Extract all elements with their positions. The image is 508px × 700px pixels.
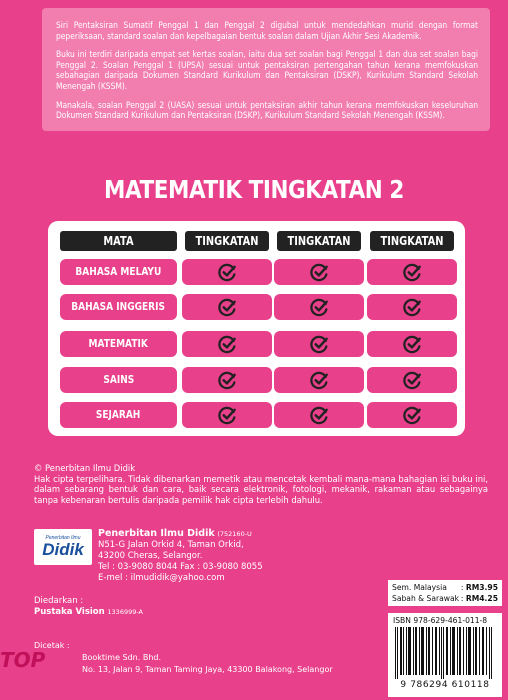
- barcode: [393, 627, 497, 679]
- check-circle-icon: [310, 371, 329, 390]
- subject-matematik: MATEMATIK: [60, 331, 177, 357]
- watermark-logo: TOP: [0, 648, 46, 672]
- subject-sains: SAINS: [60, 367, 177, 393]
- check-circle-icon: [403, 371, 422, 390]
- publisher-addr-line-2: 43200 Cheras, Selangor.: [98, 551, 203, 561]
- copyright-line: © Penerbitan Ilmu Didik: [34, 463, 136, 473]
- barcode-number: 9 786294 610118: [400, 680, 490, 690]
- publisher-name: Penerbitan Ilmu Didik: [98, 528, 215, 539]
- check-cell: [367, 367, 457, 393]
- check-circle-icon: [310, 298, 329, 317]
- subject-bahasa-inggeris: BAHASA INGGERIS: [60, 294, 177, 320]
- check-circle-icon: [310, 335, 329, 354]
- publisher-address: [98, 528, 263, 584]
- header-mata-pelajaran: MATA: [60, 231, 177, 251]
- printer-address: No. 13, Jalan 9, Taman Taming Jaya, 43300 Balakong, Selangor: [82, 665, 333, 674]
- check-cell: [182, 259, 272, 285]
- isbn-text: ISBN 978-629-461-011-8: [393, 616, 488, 625]
- check-circle-icon: [403, 298, 422, 317]
- check-circle-icon: [218, 371, 237, 390]
- check-circle-icon: [403, 406, 422, 425]
- distributor-reg: 1336999-A: [107, 608, 144, 616]
- intro-paragraph-2: Buku ini terdiri daripada empat set kertas soalan, iaitu dua set soalan bagi Penggal 1 dan dua set soalan bagi Penggal 2. Soalan Penggal 1 (UPSA) sesuai untuk pentaksiran pertengahan tahun kerana memfokuskan sebahagian daripada Dokumen Standard Kurikulum dan Pentaksiran (DSKP), Kurikulum Standard Sekolah Menengah (KSSM).: [56, 49, 478, 91]
- check-circle-icon: [403, 263, 422, 282]
- price-label-2: Sabah & Sarawak: [392, 594, 460, 603]
- copyright-body: Hak cipta terpelihara. Tidak dibenarkan memetik atau mencetak kembali mana-mana bahagian isi buku ini, dalam sebarang bentuk dan cara, baik secara elektronik, fotologi, mekanik, rakaman atau sebagainya tanpa kebenaran bertulis daripada pemilik hak cipta terlebih dahulu.: [34, 473, 488, 505]
- isbn-box: [388, 613, 502, 697]
- check-cell: [182, 367, 272, 393]
- page-title: MATEMATIK TINGKATAN 2: [104, 175, 404, 204]
- check-cell: [182, 402, 272, 428]
- publisher-reg: (752160-U: [217, 530, 252, 538]
- price-box: [388, 580, 502, 606]
- distributor-label: Diedarkan :: [34, 596, 84, 606]
- check-cell: [274, 402, 364, 428]
- check-circle-icon: [218, 406, 237, 425]
- check-circle-icon: [403, 335, 422, 354]
- publisher-email: E-mel : ilmudidik@yahoo.com: [98, 573, 225, 583]
- check-cell: [367, 402, 457, 428]
- publisher-addr-line-1: N51-G Jalan Orkid 4, Taman Orkid,: [98, 540, 244, 550]
- check-circle-icon: [218, 298, 237, 317]
- distributor-name: Pustaka Vision: [34, 607, 105, 617]
- printer: [34, 640, 333, 676]
- header-tingkatan-2: TINGKATAN: [277, 231, 361, 251]
- intro-paragraph-1: Siri Pentaksiran Sumatif Penggal 1 dan Penggal 2 digubal untuk mendedahkan murid dengan format peperiksaan, standard soalan dan kepelbagaian bentuk soalan dalam Ujian Akhir Sesi Akademik.: [56, 20, 478, 41]
- price-label-1: Sem. Malaysia: [392, 583, 447, 592]
- check-cell: [274, 367, 364, 393]
- price-value-1: : RM3.95: [460, 583, 498, 592]
- copyright-notice: [34, 463, 488, 505]
- publisher-logo-text: Didik: [42, 540, 84, 559]
- subject-bahasa-melayu: BAHASA MELAYU: [60, 259, 177, 285]
- header-tingkatan-1: TINGKATAN: [185, 231, 269, 251]
- price-value-2: : RM4.25: [460, 594, 498, 603]
- check-cell: [367, 294, 457, 320]
- subject-sejarah: SEJARAH: [60, 402, 177, 428]
- check-circle-icon: [218, 335, 237, 354]
- check-cell: [274, 259, 364, 285]
- check-cell: [367, 259, 457, 285]
- check-cell: [367, 331, 457, 357]
- publisher-tel: Tel : 03-9080 8044 Fax : 03-9080 8055: [98, 562, 263, 572]
- check-cell: [182, 331, 272, 357]
- check-circle-icon: [310, 263, 329, 282]
- check-cell: [274, 331, 364, 357]
- check-circle-icon: [218, 263, 237, 282]
- distributor: [34, 596, 143, 618]
- printer-label: Dicetak :: [34, 641, 70, 650]
- intro-box: [42, 8, 490, 131]
- check-cell: [274, 294, 364, 320]
- subject-table: [48, 221, 465, 436]
- printer-name: Booktime Sdn. Bhd.: [82, 653, 162, 662]
- intro-paragraph-3: Manakala, soalan Penggal 2 (UASA) sesuai untuk pentaksiran akhir tahun kerana memfokuskan keseluruhan Dokumen Standard Kurikulum dan Pentaksiran (DSKP), Kurikulum Standard Sekolah Menengah (KSSM).: [56, 99, 478, 121]
- check-circle-icon: [310, 406, 329, 425]
- publisher-logo-small-text: Penerbitan Ilmu: [45, 535, 81, 541]
- header-tingkatan-3: TINGKATAN: [370, 231, 454, 251]
- check-cell: [182, 294, 272, 320]
- publisher-logo: [34, 529, 92, 565]
